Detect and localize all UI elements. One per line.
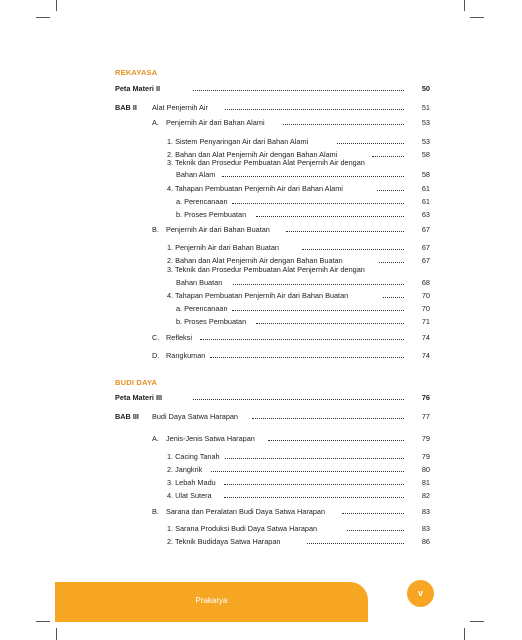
toc-row[interactable] (115, 393, 430, 403)
chapter-label: BAB II (115, 103, 137, 112)
toc-page-number: 70 (421, 291, 430, 300)
toc-page-number: 53 (421, 118, 430, 127)
toc-letter: D. (152, 351, 160, 360)
toc-row[interactable] (176, 304, 430, 314)
toc-row[interactable] (167, 184, 430, 194)
toc-row[interactable] (167, 465, 430, 475)
toc-page-number: 63 (421, 210, 430, 219)
toc-row[interactable] (167, 452, 430, 462)
toc-letter: B. (152, 225, 159, 234)
toc-entry-title: Peta Materi III (115, 393, 163, 402)
toc-entry-title: Rangkuman (166, 351, 206, 360)
crop-mark (464, 628, 465, 640)
toc-row[interactable] (152, 434, 430, 444)
dot-leader (232, 310, 404, 311)
dot-leader (256, 216, 404, 217)
toc-entry-title: 1. Penjernih Air dari Bahan Buatan (167, 243, 279, 252)
toc-page-number: 83 (421, 524, 430, 533)
toc-row[interactable] (115, 84, 430, 94)
toc-row[interactable] (176, 210, 430, 220)
dot-leader (224, 484, 404, 485)
toc-page-number: 83 (421, 507, 430, 516)
dot-leader (347, 530, 404, 531)
toc-entry-title: 4. Tahapan Pembuatan Penjernih Air dari Bahan Buatan (167, 291, 349, 300)
toc-row[interactable] (167, 158, 430, 168)
toc-row[interactable] (176, 317, 430, 327)
toc-row[interactable] (167, 243, 430, 253)
dot-leader (283, 124, 404, 125)
toc-entry-title: b. Proses Pembuatan (176, 317, 247, 326)
toc-page-number: 81 (421, 478, 430, 487)
toc-letter: A. (152, 434, 159, 443)
toc-row[interactable] (167, 265, 430, 275)
toc-entry-title: 2. Teknik Budidaya Satwa Harapan (167, 537, 281, 546)
toc-entry-title: 2. Bahan dan Alat Penjernih Air dengan Bahan Alami (167, 150, 338, 159)
toc-entry-title: 1. Sarana Produksi Budi Daya Satwa Harapan (167, 524, 318, 533)
dot-leader (193, 90, 404, 91)
dot-leader (256, 323, 404, 324)
dot-leader (233, 284, 404, 285)
toc-page-number: 67 (421, 243, 430, 252)
toc-row[interactable] (167, 291, 430, 301)
toc-row[interactable] (152, 351, 430, 361)
dot-leader (225, 109, 404, 110)
toc-entry-title: 2. Jangkrik (167, 465, 203, 474)
dot-leader (286, 231, 404, 232)
toc-entry-title: Refleksi (166, 333, 192, 342)
toc-page-number: 80 (421, 465, 430, 474)
toc-row[interactable] (167, 524, 430, 534)
crop-mark (470, 621, 484, 622)
toc-page-number: 77 (421, 412, 430, 421)
chapter-label: BAB III (115, 412, 139, 421)
toc-page-number: 82 (421, 491, 430, 500)
toc-page-number: 68 (421, 278, 430, 287)
crop-mark (56, 0, 57, 11)
toc-entry-title: Bahan Buatan (176, 278, 223, 287)
dot-leader (210, 357, 404, 358)
toc-page-number: 79 (421, 434, 430, 443)
toc-page-number: 86 (421, 537, 430, 546)
footer-title: Prakarya (195, 596, 228, 605)
dot-leader (268, 440, 404, 441)
toc-entry-title: 2. Bahan dan Alat Penjernih Air dengan Bahan Buatan (167, 256, 343, 265)
dot-leader (302, 249, 404, 250)
dot-leader (342, 513, 404, 514)
toc-page-number: 61 (421, 197, 430, 206)
crop-mark (36, 621, 50, 622)
footer-bar (55, 582, 368, 622)
toc-row[interactable] (115, 103, 430, 113)
dot-leader (232, 203, 404, 204)
toc-page-number: 58 (421, 170, 430, 179)
toc-page-number: 61 (421, 184, 430, 193)
section-heading-rekayasa: REKAYASA (115, 68, 158, 77)
toc-row[interactable] (176, 197, 430, 207)
toc-page-number: 53 (421, 137, 430, 146)
toc-entry-title: 4. Ulat Sutera (167, 491, 212, 500)
toc-entry-title: a. Perencanaan (176, 304, 228, 313)
section-heading-budi-daya: BUDI DAYA (115, 378, 158, 387)
toc-entry-title: 1. Sistem Penyaringan Air dari Bahan Alami (167, 137, 309, 146)
crop-mark (464, 0, 465, 11)
crop-mark (36, 17, 50, 18)
toc-page-number: 67 (421, 256, 430, 265)
dot-leader (211, 471, 404, 472)
toc-entry-title: Alat Penjernih Air (152, 103, 208, 112)
page-number-badge: v (407, 580, 434, 607)
toc-page-number: 74 (421, 351, 430, 360)
dot-leader (193, 399, 404, 400)
dot-leader (225, 458, 404, 459)
toc-letter: A. (152, 118, 159, 127)
toc-page-number: 76 (421, 393, 430, 402)
dot-leader (307, 543, 404, 544)
toc-row[interactable] (167, 170, 430, 180)
toc-entry-title: 1. Cacing Tanah (167, 452, 220, 461)
dot-leader (252, 418, 404, 419)
toc-row[interactable] (152, 225, 430, 235)
toc-entry-title: 3. Teknik dan Prosedur Pembuatan Alat Penjernih Air dengan (167, 265, 365, 274)
dot-leader (337, 143, 404, 144)
toc-page-number: 51 (421, 103, 430, 112)
toc-row[interactable] (115, 412, 430, 422)
toc-entry-title: Penjernih Air dari Bahan Buatan (166, 225, 270, 234)
dot-leader (200, 339, 404, 340)
toc-row[interactable] (152, 507, 430, 517)
toc-entry-title: Penjernih Air dari Bahan Alami (166, 118, 265, 127)
toc-page-number: 67 (421, 225, 430, 234)
toc-entry-title: 3. Lebah Madu (167, 478, 216, 487)
crop-mark (56, 628, 57, 640)
toc-letter: B. (152, 507, 159, 516)
toc-letter: C. (152, 333, 160, 342)
dot-leader (224, 497, 404, 498)
toc-page-number: 79 (421, 452, 430, 461)
toc-row[interactable] (152, 333, 430, 343)
dot-leader (222, 176, 404, 177)
crop-mark (470, 17, 484, 18)
toc-page-number: 74 (421, 333, 430, 342)
toc-row[interactable] (152, 118, 430, 128)
toc-entry-title: Sarana dan Peralatan Budi Daya Satwa Harapan (166, 507, 326, 516)
toc-entry-title: 3. Teknik dan Prosedur Pembuatan Alat Penjernih Air dengan (167, 158, 365, 167)
toc-page-number: 70 (421, 304, 430, 313)
toc-entry-title: 4. Tahapan Pembuatan Penjernih Air dari Bahan Alami (167, 184, 343, 193)
toc-row[interactable] (167, 278, 430, 288)
toc-row[interactable] (167, 478, 430, 488)
toc-row[interactable] (167, 137, 430, 147)
toc-entry-title: Peta Materi II (115, 84, 161, 93)
toc-row[interactable] (167, 491, 430, 501)
toc-page-number: 50 (421, 84, 430, 93)
toc-entry-title: Budi Daya Satwa Harapan (152, 412, 238, 421)
toc-page-number: 58 (421, 150, 430, 159)
toc-entry-title: a. Perencanaan (176, 197, 228, 206)
toc-entry-title: Jenis-Jenis Satwa Harapan (166, 434, 255, 443)
toc-entry-title: b. Proses Pembuatan (176, 210, 247, 219)
toc-row[interactable] (167, 537, 430, 547)
toc-entry-title: Bahan Alam (176, 170, 216, 179)
toc-page-number: 71 (421, 317, 430, 326)
